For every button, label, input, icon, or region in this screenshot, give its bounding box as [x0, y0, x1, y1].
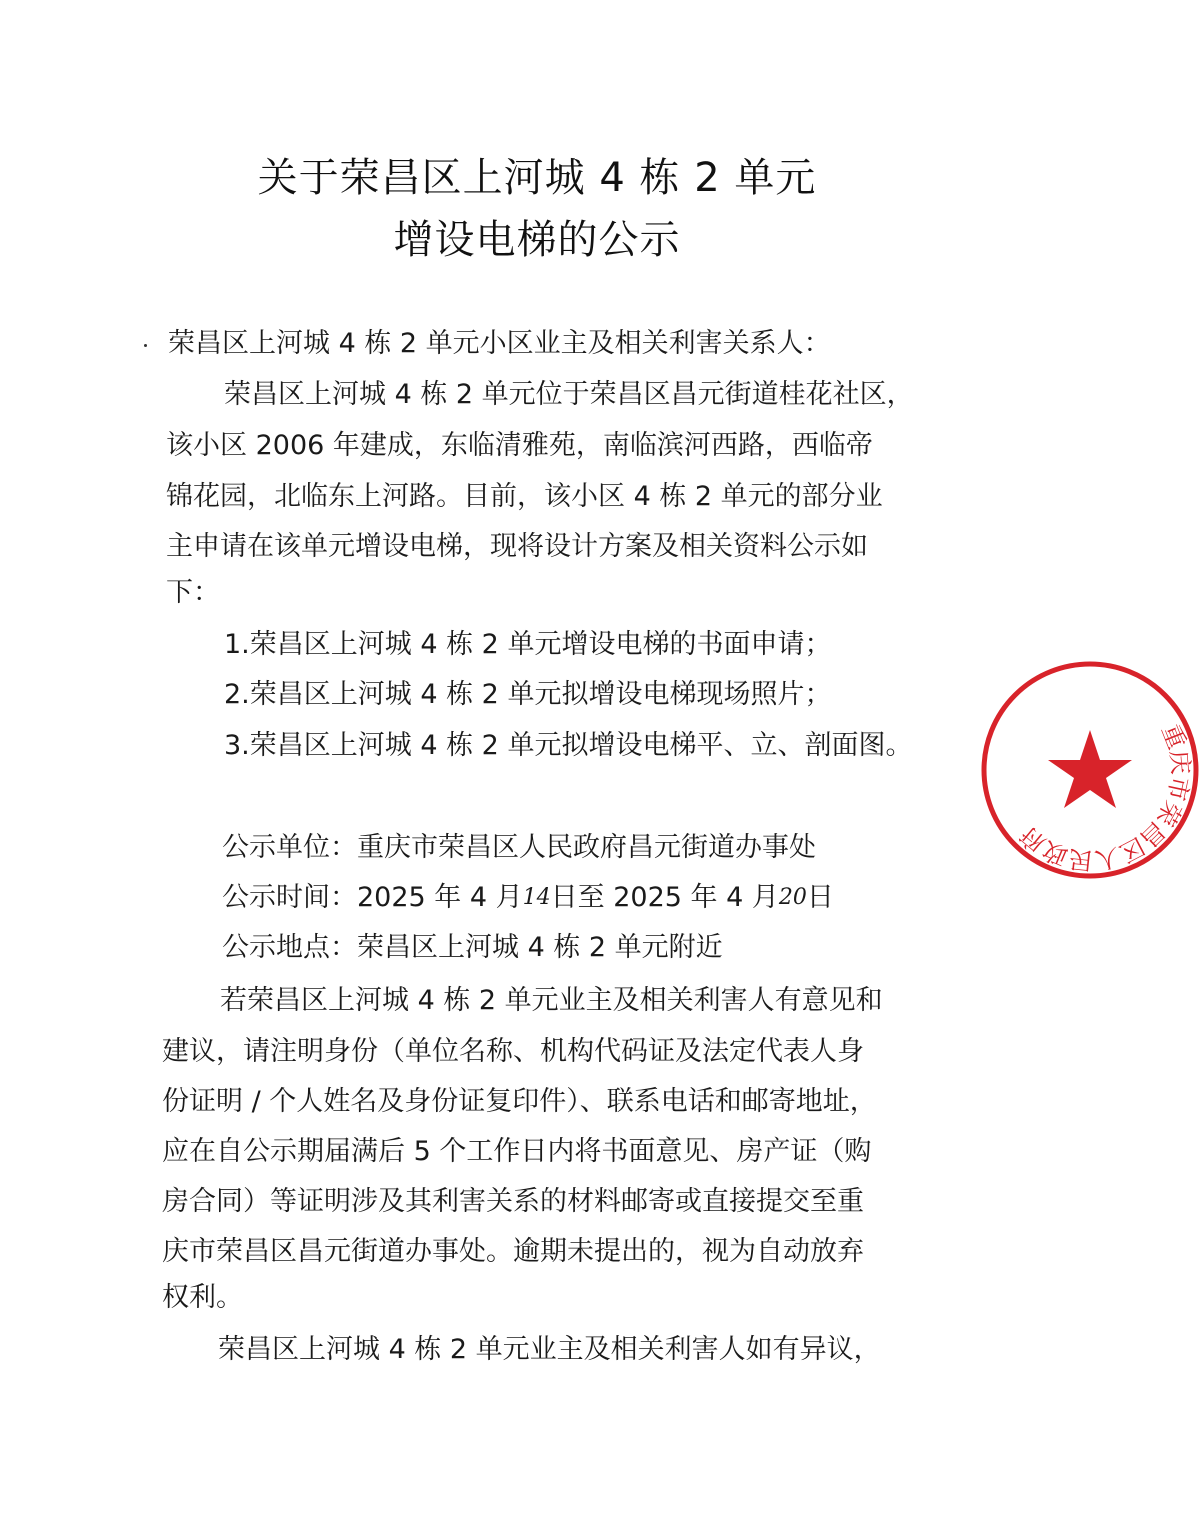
publicity-time-prefix: 公示时间：2025 年 4 月 [222, 882, 523, 913]
list-item-2: 2.荣昌区上河城 4 栋 2 单元拟增设电梯现场照片； [224, 679, 832, 710]
list-item-3: 3.荣昌区上河城 4 栋 2 单元拟增设电梯平、立、剖面图。 [224, 730, 913, 761]
seal-text: 重庆市荣昌区人民政府 [1014, 720, 1195, 875]
paragraph-1-line-3: 锦花园，北临东上河路。目前，该小区 4 栋 2 单元的部分业 [166, 481, 883, 512]
paragraph-2-line-3: 份证明 / 个人姓名及身份证复印件）、联系电话和邮寄地址， [162, 1086, 877, 1117]
publicity-time-middle: 日至 2025 年 4 月 [550, 882, 779, 913]
publicity-time [222, 880, 834, 918]
publicity-time-suffix: 日 [806, 882, 834, 913]
scan-speck [144, 344, 147, 347]
publicity-location: 公示地点：荣昌区上河城 4 栋 2 单元附近 [222, 932, 723, 963]
handwritten-end-day: 20 [778, 885, 807, 910]
paragraph-3-line-1: 荣昌区上河城 4 栋 2 单元业主及相关利害人如有异议， [218, 1334, 881, 1365]
title-line-1: 关于荣昌区上河城 4 栋 2 单元 [257, 155, 817, 201]
list-item-1: 1.荣昌区上河城 4 栋 2 单元增设电梯的书面申请； [224, 629, 832, 660]
seal-star-icon [1048, 730, 1132, 808]
paragraph-1-line-1: 荣昌区上河城 4 栋 2 单元位于荣昌区昌元街道桂花社区， [224, 379, 914, 410]
publicity-unit: 公示单位：重庆市荣昌区人民政府昌元街道办事处 [222, 832, 816, 863]
paragraph-2-line-6: 庆市荣昌区昌元街道办事处。逾期未提出的，视为自动放弃 [162, 1236, 864, 1267]
paragraph-1-line-5: 下： [166, 577, 220, 608]
paragraph-1-line-2: 该小区 2006 年建成，东临清雅苑，南临滨河西路，西临帝 [166, 430, 873, 461]
paragraph-2-line-2: 建议，请注明身份（单位名称、机构代码证及法定代表人身 [162, 1036, 864, 1067]
salutation: 荣昌区上河城 4 栋 2 单元小区业主及相关利害关系人： [168, 328, 831, 359]
title-line-2: 增设电梯的公示 [393, 217, 681, 263]
paragraph-1-line-4: 主申请在该单元增设电梯，现将设计方案及相关资料公示如 [166, 531, 868, 562]
paragraph-2-line-7: 权利。 [162, 1282, 243, 1313]
paragraph-2-line-5: 房合同）等证明涉及其利害关系的材料邮寄或直接提交至重 [162, 1186, 864, 1217]
paragraph-2-line-1: 若荣昌区上河城 4 栋 2 单元业主及相关利害人有意见和 [220, 985, 883, 1016]
handwritten-start-day: 14 [522, 885, 551, 910]
official-seal [980, 660, 1200, 880]
paragraph-2-line-4: 应在自公示期届满后 5 个工作日内将书面意见、房产证（购 [162, 1136, 872, 1167]
